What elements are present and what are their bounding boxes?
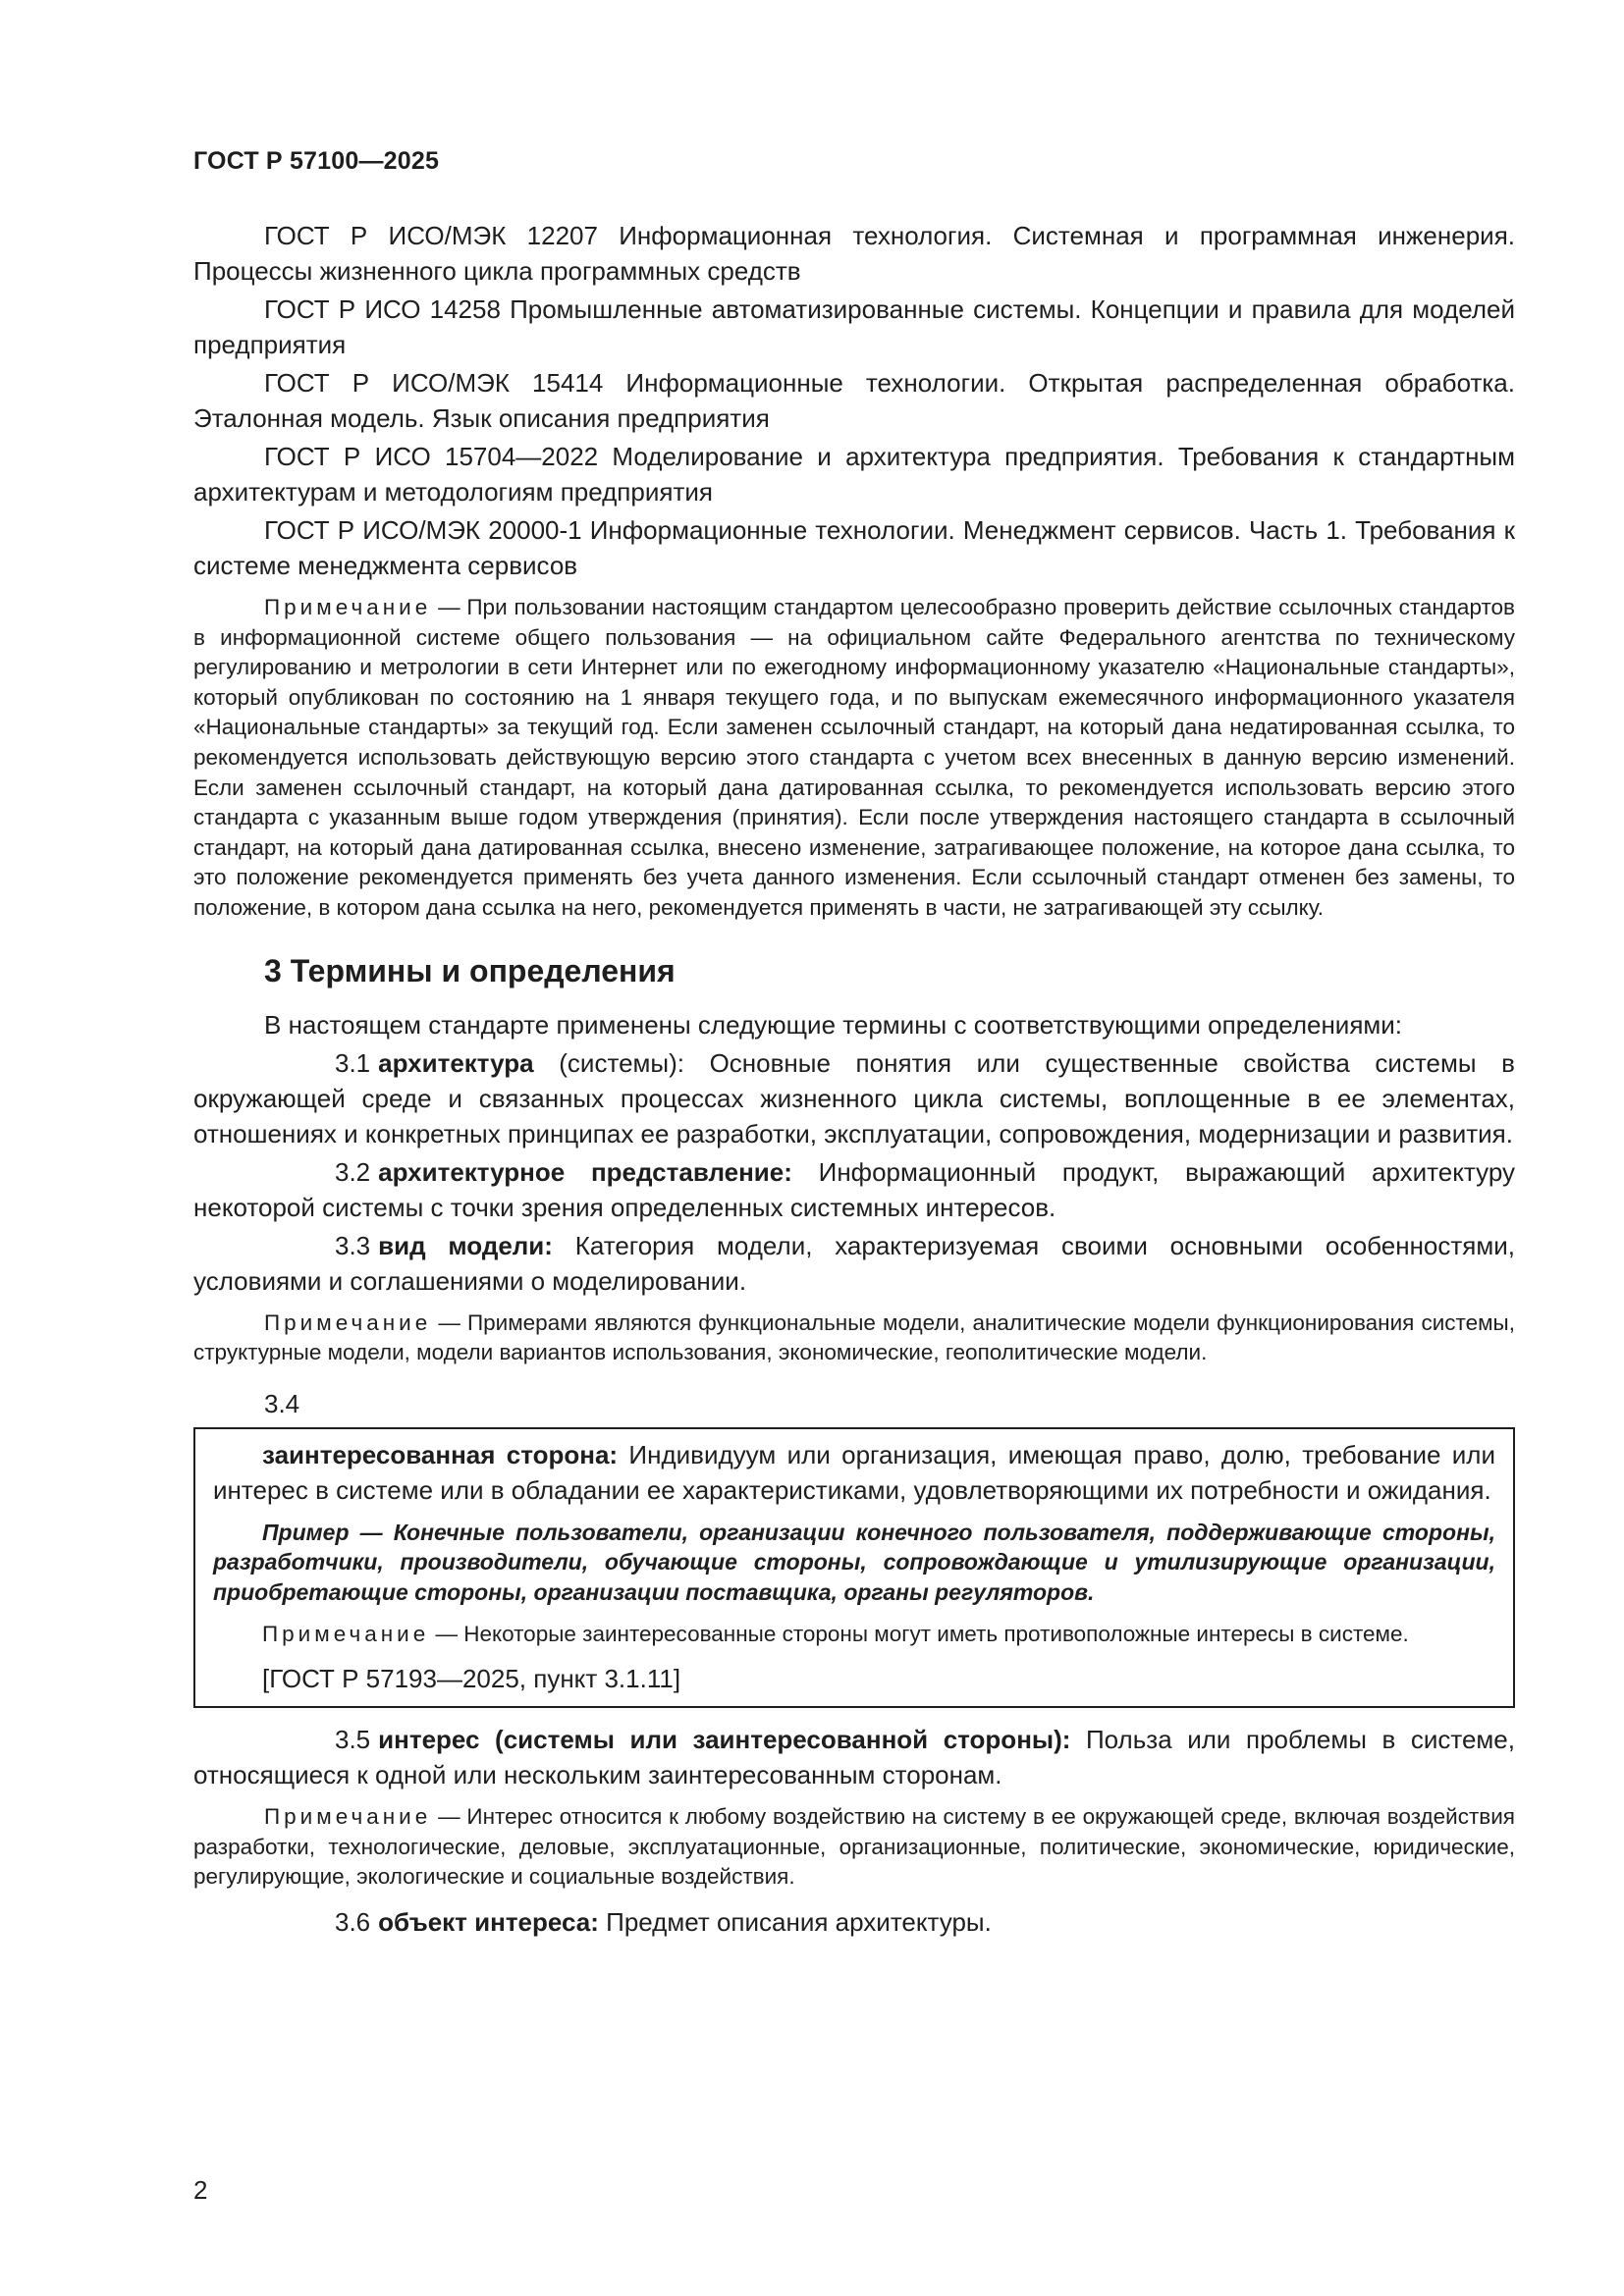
section-title: 3 Термины и определения bbox=[264, 952, 676, 988]
reference-item: ГОСТ Р ИСО 15704—2022 Моделирование и архитектура предприятия. Требования к стандартным архитектурам и методологиям предприятия bbox=[193, 442, 1515, 507]
term-number: 3.2 bbox=[335, 1156, 371, 1187]
note-text: — Интерес относится к любому воздействию на систему в ее окружающей среде, включая воздействия разработки, технологические, деловые, эксплуатационные, организационные, политические, экономические, юридические, регулирующие, экологические и социальные воздействия. bbox=[193, 1804, 1515, 1890]
term-3-2 bbox=[193, 1154, 1515, 1225]
term-3-4-note bbox=[213, 1620, 1495, 1650]
term-definition: Информационный продукт, выражающий архитектуру некоторой системы с точки зрения определенных системных интересов. bbox=[193, 1156, 1515, 1222]
reference-item: ГОСТ Р ИСО/МЭК 12207 Информационная технология. Системная и программная инженерия. Процессы жизненного цикла программных средств bbox=[193, 221, 1515, 286]
term-3-5-note bbox=[193, 1802, 1515, 1893]
term-number: 3.1 bbox=[335, 1047, 371, 1078]
term-number: 3.3 bbox=[335, 1230, 371, 1260]
term-3-4-example: Пример — Конечные пользователи, организации конечного пользователя, поддерживающие стороны, разработчики, производители, обучающие стороны, сопровождающие и утилизирующие организации, приобретающие стороны, организации поставщика, органы регуляторов. bbox=[213, 1519, 1495, 1605]
term-number: 3.6 bbox=[335, 1906, 371, 1937]
term-definition: Предмет описания архитектуры. bbox=[598, 1906, 992, 1937]
note-text: — Примерами являются функциональные модели, аналитические модели функционирования системы, структурные модели, модели вариантов использования, экономические, геополитические модели. bbox=[193, 1309, 1515, 1365]
note-label: Примечание bbox=[262, 1621, 430, 1646]
reference-item: ГОСТ Р ИСО 14258 Промышленные автоматизированные системы. Концепции и правила для моделей предприятия bbox=[193, 294, 1515, 359]
term-3-4-source: [ГОСТ Р 57193—2025, пункт 3.1.11] bbox=[262, 1664, 681, 1694]
term-definition: Категория модели, характеризуемая своими основными особенностями, условиями и соглашениями о моделировании. bbox=[193, 1230, 1515, 1296]
term-3-1 bbox=[193, 1045, 1515, 1151]
term-3-3-note bbox=[193, 1308, 1515, 1368]
reference-item: ГОСТ Р ИСО/МЭК 20000-1 Информационные технологии. Менеджмент сервисов. Часть 1. Требования к системе менеджмента сервисов bbox=[193, 515, 1515, 580]
document-header: ГОСТ Р 57100—2025 bbox=[193, 147, 440, 175]
page-content bbox=[193, 218, 1515, 1943]
term-definition: Польза или проблемы в системе, относящиеся к одной или нескольким заинтересованным сторонам. bbox=[193, 1725, 1515, 1790]
term-number: 3.5 bbox=[335, 1725, 371, 1755]
term-3-6 bbox=[193, 1904, 1515, 1940]
reference-item: ГОСТ Р ИСО/МЭК 15414 Информационные технологии. Открытая распределенная обработка. Эталонная модель. Язык описания предприятия bbox=[193, 368, 1515, 433]
section-intro: В настоящем стандарте применены следующие термины с соответствующими определениями: bbox=[264, 1009, 1403, 1040]
term-name: интерес (системы или заинтересованной стороны): bbox=[378, 1725, 1071, 1755]
term-3-3 bbox=[193, 1228, 1515, 1299]
note-text: — При пользовании настоящим стандартом целесообразно проверить действие ссылочных стандартов в информационной системе общего пользования — на официальном сайте Федерального агентства по техническому регулированию и метрологии в сети Интернет или по ежегодному информационному указателю «Национальные стандарты», который опубликован по состоянию на 1 января текущего года, и по выпускам ежемесячного информационного указателя «Национальные стандарты» за текущий год. Если заменен ссылочный стандарт, на который дана недатированная ссылка, то рекомендуется использовать действующую версию этого стандарта с учетом всех внесенных в данную версию изменений. Если заменен ссылочный стандарт, на который дана датированная ссылка, то рекомендуется использовать версию этого стандарта с указанным выше годом утверждения (принятия). Если после утверждения настоящего стандарта в ссылочный стандарт, на который дана датированная ссылка, внесено изменение, затрагивающее положение, на которое дана ссылка, то это положение рекомендуется применять без учета данного изменения. Если ссылочный стандарт отменен без замены, то положение, в котором дана ссылка на него, рекомендуется применять в части, не затрагивающей эту ссылку. bbox=[193, 595, 1515, 920]
term-name: заинтересованная сторона: bbox=[262, 1439, 619, 1469]
note-label: Примечание bbox=[264, 1804, 432, 1830]
references-note bbox=[193, 593, 1515, 924]
term-name: вид модели: bbox=[378, 1230, 553, 1260]
term-3-4-box bbox=[193, 1427, 1515, 1708]
page-number: 2 bbox=[193, 2175, 208, 2205]
term-qualifier: (системы): bbox=[533, 1047, 684, 1078]
term-name: объект интереса: bbox=[378, 1906, 599, 1937]
term-3-5 bbox=[193, 1722, 1515, 1792]
term-name: архитектурное представление: bbox=[378, 1156, 792, 1187]
note-label: Примечание bbox=[264, 1309, 432, 1335]
term-3-4 bbox=[213, 1437, 1495, 1508]
term-3-4-number: 3.4 bbox=[264, 1388, 300, 1418]
note-text: — Некоторые заинтересованные стороны могут иметь противоположные интересы в системе. bbox=[435, 1621, 1409, 1646]
term-definition: Индивидуум или организация, имеющая право, долю, требование или интерес в системе или в обладании ее характеристиками, удовлетворяющими их потребности и ожидания. bbox=[213, 1439, 1495, 1505]
note-label: Примечание bbox=[264, 595, 432, 619]
term-name: архитектура bbox=[378, 1047, 534, 1078]
term-definition: Основные понятия или существенные свойства системы в окружающей среде и связанных процессах жизненного цикла системы, воплощенные в ее элементах, отношениях и конкретных принципах ее разработки, эксплуатации, сопровождения, модернизации и развития. bbox=[193, 1047, 1515, 1148]
